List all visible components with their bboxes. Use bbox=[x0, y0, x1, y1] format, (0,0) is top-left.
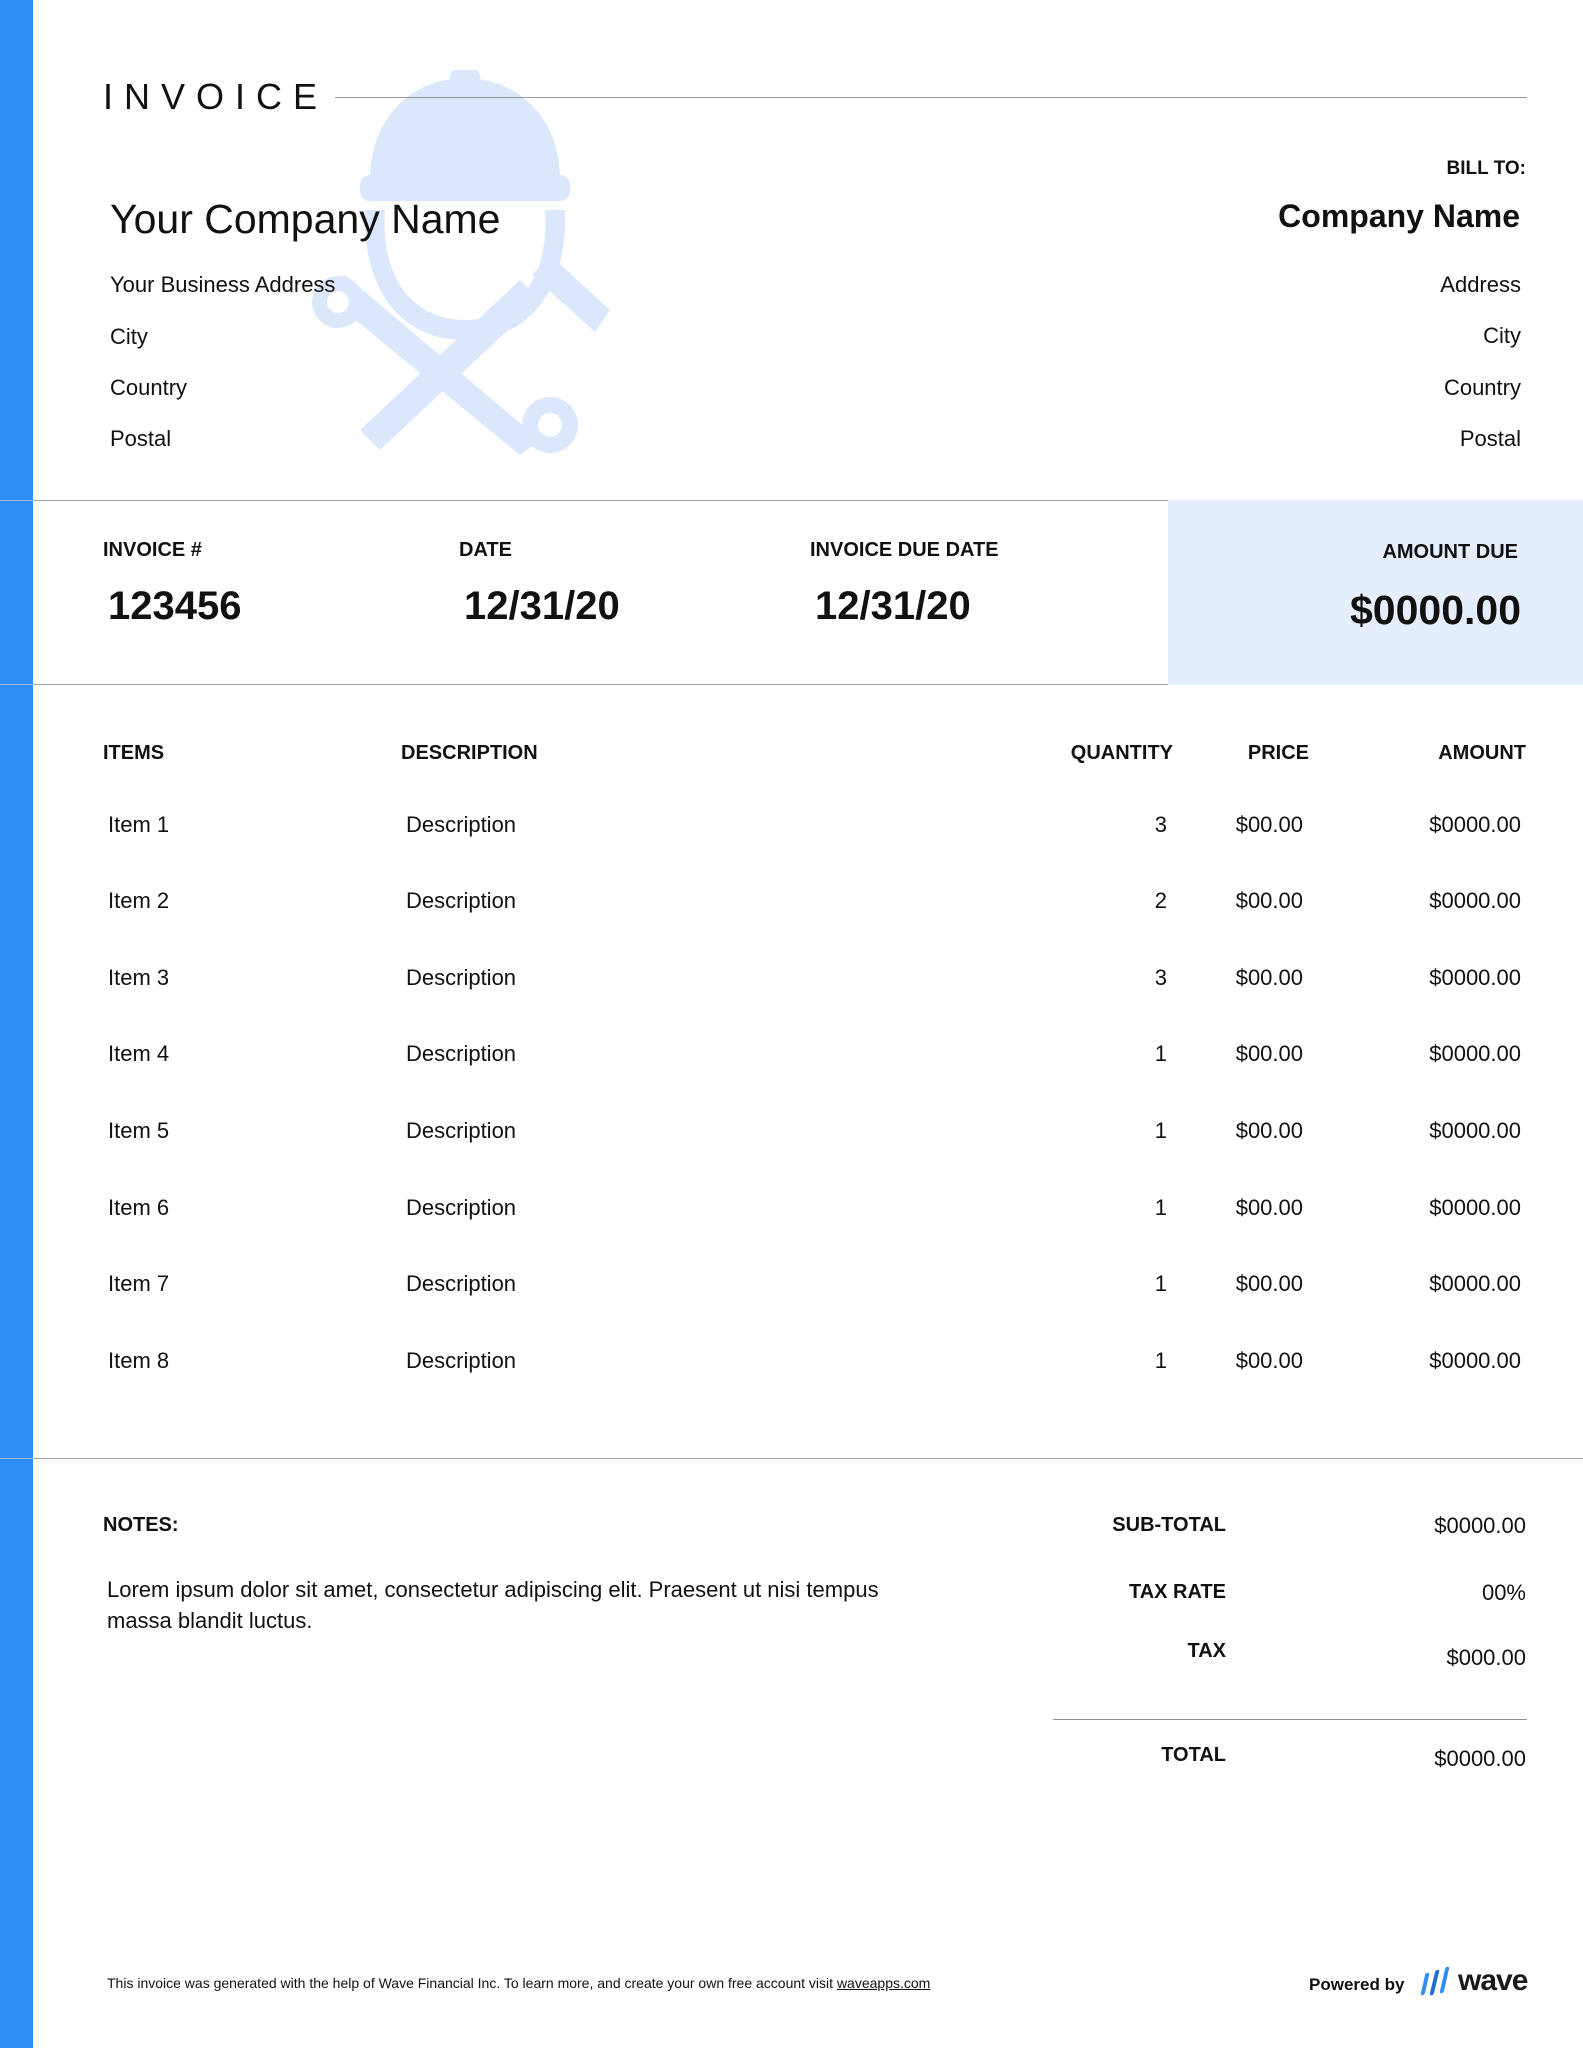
item-amount: $0000.00 bbox=[1429, 1195, 1521, 1220]
sidebar-divider bbox=[0, 500, 33, 501]
item-name: Item 1 bbox=[108, 812, 170, 837]
item-description: Description bbox=[406, 1195, 517, 1220]
item-quantity: 1 bbox=[1154, 1041, 1167, 1066]
invoice-number: 123456 bbox=[108, 584, 242, 628]
item-name: Item 3 bbox=[108, 965, 170, 990]
item-name: Item 8 bbox=[108, 1348, 170, 1373]
wave-logo-icon bbox=[1418, 1967, 1454, 1997]
amount-due-label: AMOUNT DUE bbox=[1382, 541, 1518, 563]
item-name: Item 6 bbox=[108, 1195, 170, 1220]
item-quantity: 3 bbox=[1154, 965, 1167, 990]
wave-wordmark: wave bbox=[1458, 1964, 1528, 1997]
sender-company-name: Your Company Name bbox=[110, 196, 501, 242]
footer-note bbox=[107, 1975, 930, 1991]
date-label: DATE bbox=[459, 539, 512, 561]
item-description: Description bbox=[406, 965, 517, 990]
wave-logo[interactable] bbox=[1418, 1966, 1528, 1998]
item-description: Description bbox=[406, 812, 517, 837]
construction-worker-icon bbox=[300, 70, 630, 460]
item-description: Description bbox=[406, 1348, 517, 1373]
item-name: Item 4 bbox=[108, 1041, 170, 1066]
item-amount: $0000.00 bbox=[1429, 1118, 1521, 1143]
waveapps-link[interactable]: waveapps.com bbox=[836, 1975, 931, 1991]
item-quantity: 1 bbox=[1154, 1118, 1167, 1143]
item-quantity: 2 bbox=[1154, 888, 1167, 913]
due-date-label: INVOICE DUE DATE bbox=[810, 539, 999, 561]
due-date: 12/31/20 bbox=[815, 584, 971, 628]
column-header-description: DESCRIPTION bbox=[401, 742, 538, 764]
total-label: TOTAL bbox=[1161, 1744, 1226, 1766]
footer-text: This invoice was generated with the help of Wave Financial Inc. To learn more, and create your own free account visit bbox=[107, 1975, 837, 1991]
item-price: $00.00 bbox=[1235, 1041, 1303, 1066]
invoice-date: 12/31/20 bbox=[464, 584, 620, 628]
item-quantity: 3 bbox=[1154, 812, 1167, 837]
item-description: Description bbox=[406, 1118, 517, 1143]
subtotal-value: $0000.00 bbox=[1434, 1513, 1526, 1538]
client-city: City bbox=[1483, 323, 1521, 348]
sender-postal: Postal bbox=[110, 426, 172, 451]
column-header-amount: AMOUNT bbox=[1438, 742, 1526, 764]
column-header-price: PRICE bbox=[1247, 742, 1309, 764]
invoice-title: INVOICE bbox=[103, 76, 329, 117]
total-divider bbox=[1053, 1719, 1527, 1720]
item-price: $00.00 bbox=[1235, 965, 1303, 990]
item-price: $00.00 bbox=[1235, 1195, 1303, 1220]
client-postal: Postal bbox=[1459, 426, 1521, 451]
item-quantity: 1 bbox=[1154, 1271, 1167, 1296]
item-price: $00.00 bbox=[1235, 812, 1303, 837]
item-price: $00.00 bbox=[1235, 888, 1303, 913]
notes-label: NOTES: bbox=[103, 1514, 179, 1536]
powered-by-label: Powered by bbox=[1309, 1975, 1405, 1994]
sidebar-divider bbox=[0, 1458, 33, 1459]
sender-address: Your Business Address bbox=[110, 272, 336, 297]
tax-rate-label: TAX RATE bbox=[1128, 1581, 1226, 1603]
column-header-quantity: QUANTITY bbox=[1070, 742, 1173, 764]
subtotal-label: SUB-TOTAL bbox=[1112, 1514, 1226, 1536]
item-price: $00.00 bbox=[1235, 1271, 1303, 1296]
item-description: Description bbox=[406, 1271, 517, 1296]
item-quantity: 1 bbox=[1154, 1348, 1167, 1373]
accent-sidebar bbox=[0, 0, 33, 2048]
item-description: Description bbox=[406, 888, 517, 913]
item-name: Item 5 bbox=[108, 1118, 170, 1143]
invoice-number-label: INVOICE # bbox=[103, 539, 202, 561]
item-quantity: 1 bbox=[1154, 1195, 1167, 1220]
item-amount: $0000.00 bbox=[1429, 1271, 1521, 1296]
sender-city: City bbox=[110, 324, 148, 349]
item-amount: $0000.00 bbox=[1429, 1041, 1521, 1066]
item-amount: $0000.00 bbox=[1429, 965, 1521, 990]
summary-divider bbox=[33, 1458, 1583, 1459]
item-name: Item 2 bbox=[108, 888, 170, 913]
tax-rate-value: 00% bbox=[1481, 1580, 1526, 1605]
item-amount: $0000.00 bbox=[1429, 888, 1521, 913]
client-address: Address bbox=[1440, 272, 1521, 297]
total-value: $0000.00 bbox=[1434, 1746, 1526, 1771]
item-price: $00.00 bbox=[1235, 1348, 1303, 1373]
bill-to-label: BILL TO: bbox=[1446, 158, 1526, 179]
item-amount: $0000.00 bbox=[1429, 1348, 1521, 1373]
meta-top-divider bbox=[33, 500, 1168, 501]
client-company-name: Company Name bbox=[1278, 198, 1520, 234]
tax-value: $000.00 bbox=[1446, 1645, 1526, 1670]
item-description: Description bbox=[406, 1041, 517, 1066]
meta-bottom-divider bbox=[33, 684, 1168, 685]
item-amount: $0000.00 bbox=[1429, 812, 1521, 837]
tax-label: TAX bbox=[1187, 1640, 1226, 1662]
title-divider bbox=[335, 97, 1527, 98]
amount-due-value: $0000.00 bbox=[1349, 587, 1521, 633]
item-price: $00.00 bbox=[1235, 1118, 1303, 1143]
notes-text: Lorem ipsum dolor sit amet, consectetur adipiscing elit. Praesent ut nisi tempus massa blandit luctus. bbox=[107, 1577, 879, 1633]
item-name: Item 7 bbox=[108, 1271, 170, 1296]
sidebar-divider bbox=[0, 684, 33, 685]
sender-country: Country bbox=[110, 375, 188, 400]
column-header-items: ITEMS bbox=[103, 742, 165, 764]
client-country: Country bbox=[1443, 375, 1521, 400]
